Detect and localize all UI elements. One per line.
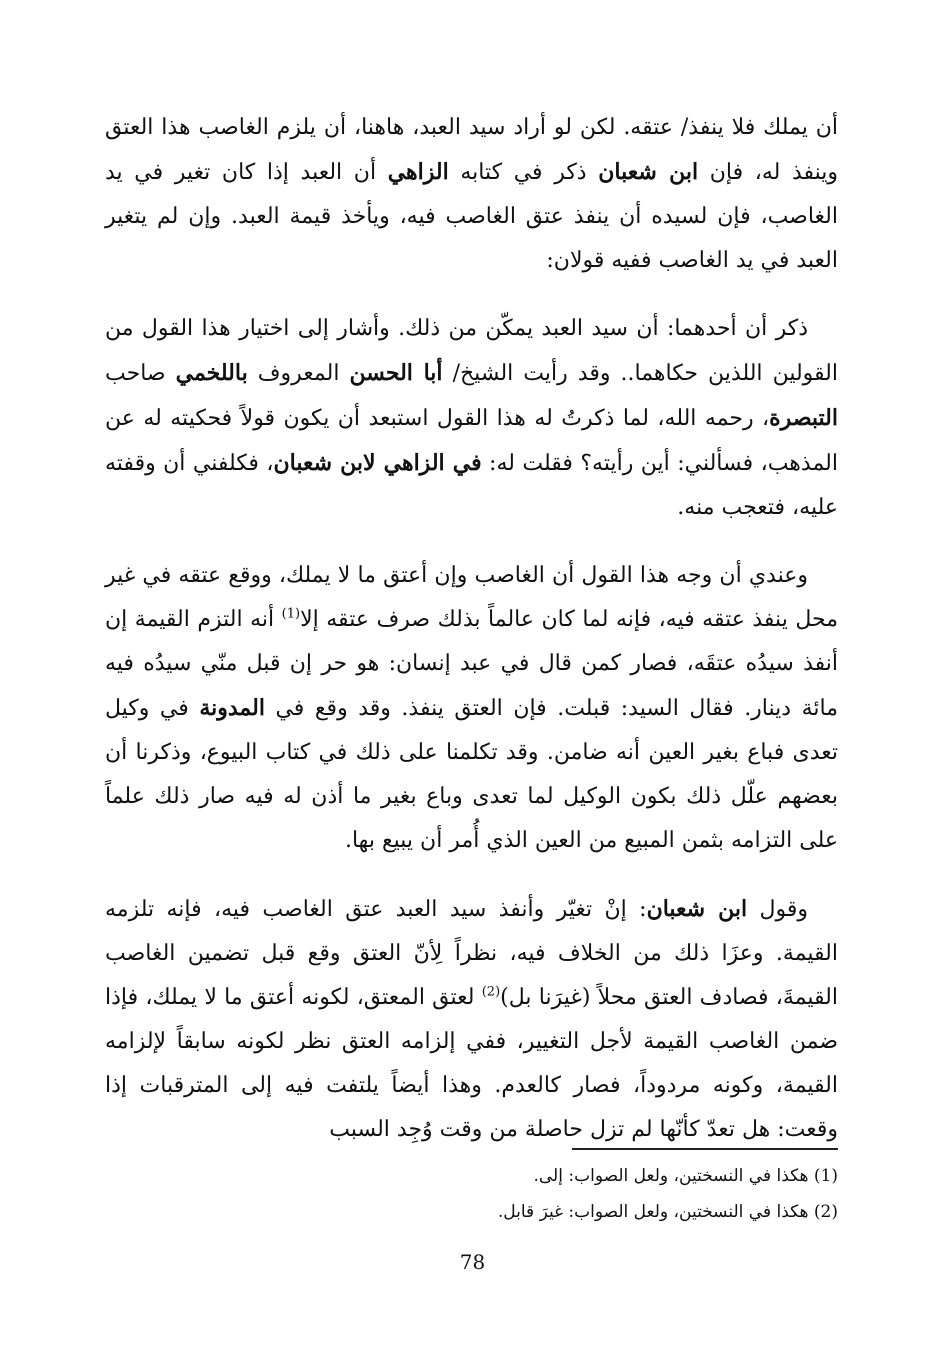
text-run: ذكر أن أحدهما: أن سيد العبد يمكّن من ذلك. وأشار إلى اختيار هذا القول من القولين اللذين حكاهما.. وقد رأيت الشيخ/ xyxy=(105,316,838,386)
paragraph xyxy=(105,554,838,863)
footnotes xyxy=(105,1158,838,1230)
text-run: ذكر في كتابه xyxy=(448,160,599,185)
bold-term: المدونة xyxy=(199,695,265,721)
bold-term: الزاهي xyxy=(387,159,449,185)
bold-term: التبصرة xyxy=(769,405,838,431)
bold-term: ابن شعبان xyxy=(598,159,699,185)
footnote-ref: (1) xyxy=(281,606,301,622)
text-run: المعروف xyxy=(247,361,350,386)
text-run: وعندي أن وجه هذا القول أن الغاصب وإن أعتق ما لا يملك، ووقع عتقه في غير محل ينفذ عتقه فيه، فإنه لما كان عالماً بذلك صرف عتقه إلا xyxy=(105,563,838,632)
body-text xyxy=(105,106,838,1176)
bold-term: أبا الحسن xyxy=(349,360,443,386)
bold-term: ابن شعبان xyxy=(646,896,748,922)
text-run: : إنْ تغيّر وأنفذ سيد العبد عتق الغاصب فيه، فإنه تلزمه القيمة. وعزَا ذلك من الخلاف فيه، نظراً لِأنّ العتق وقع قبل تضمين الغاصب القيمةَ، فصادف العتق محلاً (غيرَنا بل) xyxy=(105,897,838,1010)
text-run: ، رحمه الله، لما ذكرتُ له هذا القول استبعد أن يكون قولاً فحكيته له عن المذهب، فسألني: أين رأيته؟ فقلت له: xyxy=(105,406,838,476)
text-run: في وكيل تعدى فباع بغير العين أنه ضامن. وقد تكلمنا على ذلك في كتاب البيوع، وذكرنا أن بعضهم علّل ذلك بكون الوكيل لما تعدى وباع بغير ما أذن له فيه صار ذلك علماً على التزامه بثمن المبيع من العين الذي أُمر أن يبيع بها. xyxy=(105,696,838,853)
footnote-separator xyxy=(572,1148,838,1150)
text-run: صاحب xyxy=(105,361,176,386)
bold-term: في الزاهي لابن شعبان xyxy=(273,450,482,476)
footnote: (1) هكذا في النسختين، ولعل الصواب: إلى. xyxy=(533,1166,838,1186)
text-run: أن العبد إذا كان تغير في يد الغاصب، فإن لسيده أن ينفذ عتق الغاصب فيه، ويأخذ قيمة العبد. وإن لم يتغير العبد في يد الغاصب ففيه قولان: xyxy=(105,160,838,273)
text-run: أن يملك فلا ينفذ/ عتقه. لكن لو أراد سيد العبد، هاهنا، أن يلزم الغاصب هذا العتق وينفذ له، فإن xyxy=(105,115,839,185)
paragraph xyxy=(105,307,838,530)
text-run: وقول xyxy=(747,897,809,922)
text-run: أنه التزم القيمة إن أنفذ سيدُه عتقَه، فصار كمن قال في عبد إنسان: هو حر إن قبل منّي سيدُه فيه مائة دينار. فقال السيد: قبلت. فإن العتق ينفذ. وقد وقع في xyxy=(105,607,838,721)
text-run: لعتق المعتق، لكونه أعتق ما لا يملك، فإذا ضمن الغاصب القيمة لأجل التغيير، ففي إلزامه العتق نظر لكونه سابقاً لإلزامه القيمة، وكونه مردوداً، فصار كالعدم. وهذا أيضاً يلتفت فيه إلى المترقبات إذا وقعت: هل تعدّ كأنّها لم تزل حاصلة من وقت وُجِد السبب xyxy=(105,985,838,1142)
footnote: (2) هكذا في النسختين، ولعل الصواب: غيرَ قابل. xyxy=(497,1202,838,1222)
bold-term: باللخمي xyxy=(175,360,248,386)
footnote-ref: (2) xyxy=(481,984,501,1000)
paragraph xyxy=(105,106,838,283)
paragraph xyxy=(105,887,838,1152)
text-run: ، فكلفني أن وقفته عليه، فتعجب منه. xyxy=(105,451,838,520)
page-number: 78 xyxy=(459,1250,486,1274)
